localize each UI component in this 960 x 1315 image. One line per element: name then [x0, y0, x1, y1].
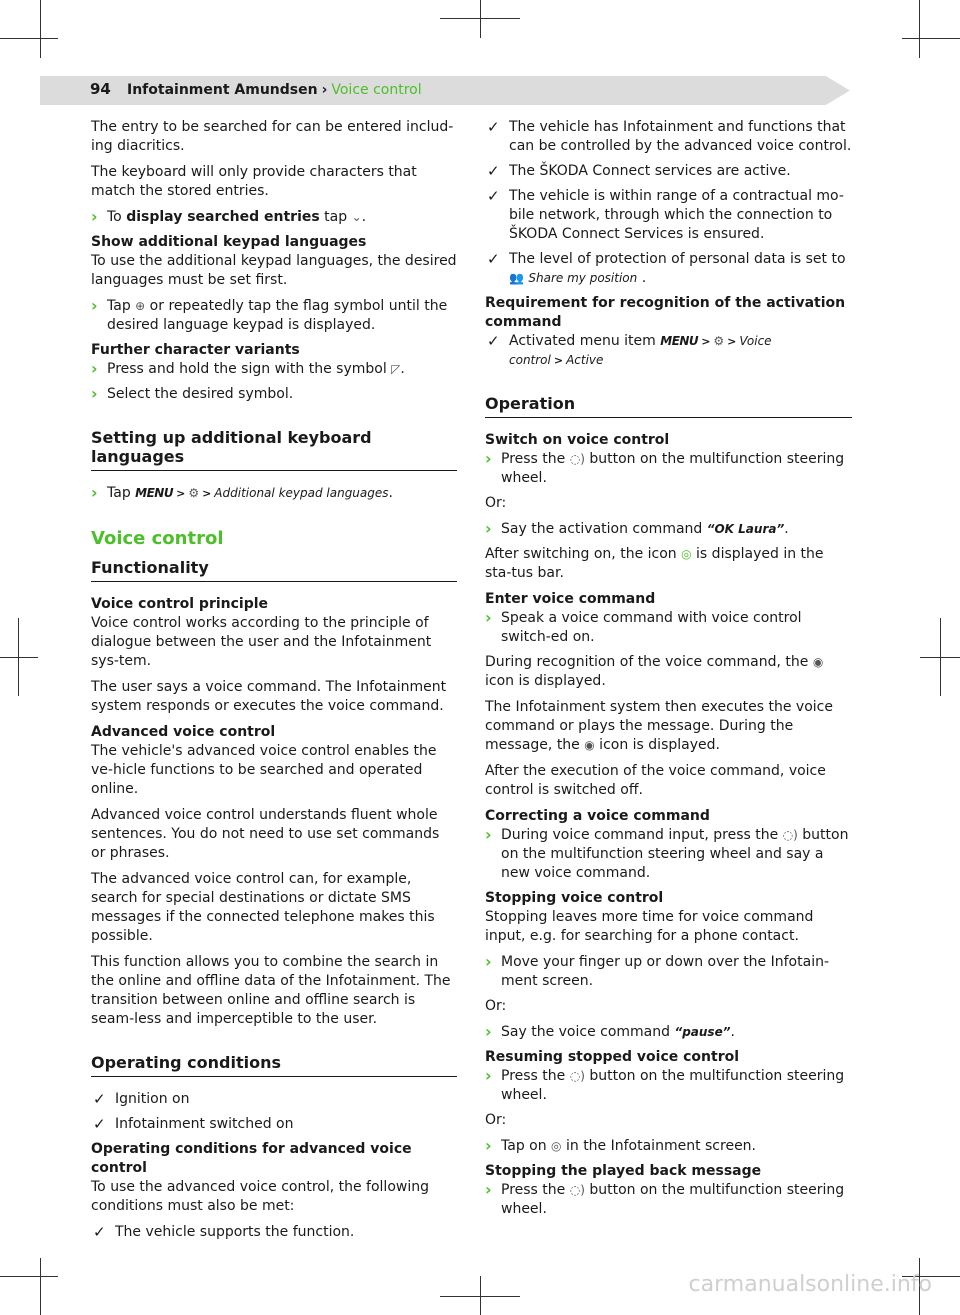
instruction-step: › Select the desired symbol.: [91, 385, 457, 404]
paragraph: [485, 545, 852, 583]
subheading: Voice control principle: [91, 596, 269, 612]
paragraph: Stopping leaves more time for voice command input, e.g. for searching for a phone contact.: [485, 909, 814, 944]
step-text: .: [361, 209, 367, 225]
paragraph-text: During recognition of the voice command, the: [485, 654, 813, 670]
chevron-down-icon: ⌄: [351, 210, 362, 224]
step-text: .: [730, 1024, 735, 1040]
crop-mark: [440, 18, 520, 19]
step-text: in the Infotainment screen.: [561, 1138, 756, 1154]
crop-mark: [920, 657, 960, 658]
instruction-step: [91, 360, 457, 379]
checklist-item: [485, 250, 852, 288]
voice-command: “OK Laura”: [706, 522, 785, 536]
subheading: Switch on voice control: [485, 432, 670, 448]
step-text: Press and hold the sign with the symbol: [107, 361, 392, 377]
subheading: Resuming stopped voice control: [485, 1049, 740, 1065]
step-text: Press the: [501, 1068, 570, 1084]
menu-item-label: Voice control: [509, 334, 772, 367]
instruction-step: [485, 826, 852, 883]
breadcrumb-current: Voice control: [331, 82, 422, 98]
step-text: tap: [319, 209, 352, 225]
step-text: Tap: [107, 485, 136, 501]
character-variant-icon: ◸: [391, 362, 401, 376]
subheading: Correcting a voice command: [485, 808, 710, 824]
step-text: To: [107, 209, 127, 225]
paragraph-text: The Infotainment system then executes the voice command or plays the message. During the message, the: [485, 699, 833, 753]
left-column: [91, 118, 457, 1248]
step-text: button on the multifunction steering wheel.: [501, 1182, 845, 1217]
instruction-step: › Move your finger up or down over the Infotain-ment screen.: [485, 953, 852, 991]
globe-icon: ⊕: [135, 299, 146, 313]
paragraph: To use the additional keypad languages, the desired languages must be set first.: [91, 253, 457, 288]
share-position-icon: 👥: [509, 271, 524, 285]
breadcrumb-separator: ›: [321, 82, 328, 98]
section-heading: Setting up additional keyboard languages: [91, 428, 457, 471]
subheading: Requirement for recognition of the activation command: [485, 295, 846, 330]
step-bold: display searched entries: [126, 209, 320, 225]
step-text: During voice command input, press the: [501, 827, 783, 843]
instruction-step: › Speak a voice command with voice control switch-ed on.: [485, 609, 852, 647]
step-text: .: [784, 521, 789, 537]
voice-control-button-icon: ◌): [569, 1069, 585, 1083]
step-text: Press the: [501, 1182, 570, 1198]
checklist-item: [485, 332, 852, 370]
paragraph: The keyboard will only provide characters that match the stored entries.: [91, 164, 417, 199]
paragraph: Or:: [485, 998, 507, 1014]
path-separator: >: [727, 335, 737, 348]
checklist-text: .: [641, 270, 647, 286]
section-heading: Operation: [485, 394, 852, 418]
checklist-item: ✓ The vehicle is within range of a contractual mo-bile network, through which the connection to ŠKODA Connect Services is ensured.: [485, 187, 852, 244]
right-column: [485, 118, 852, 1225]
checklist-item: ✓ The ŠKODA Connect services are active.: [485, 162, 852, 181]
paragraph: The entry to be searched for can be entered includ-ing diacritics.: [91, 119, 454, 154]
menu-item-label: Share my position: [528, 271, 638, 285]
recognition-icon: ◉: [812, 655, 824, 669]
paragraph: This function allows you to combine the search in the online and offline data of the Infotainment. The transition between online and offline search is seam-less and imperceptible to the user.: [91, 954, 451, 1027]
crop-mark: [440, 1296, 520, 1297]
crop-mark: [40, 1258, 41, 1315]
subheading: Operating conditions for advanced voice control: [91, 1141, 412, 1176]
checklist-text: The level of protection of personal data is set to: [509, 251, 846, 267]
paragraph: To use the advanced voice control, the following conditions must also be met:: [91, 1179, 429, 1214]
paragraph: The advanced voice control can, for example, search for special destinations or dictate SMS messages if the connected telephone makes this possible.: [91, 871, 435, 944]
paragraph: Advanced voice control understands fluent whole sentences. You do not need to use set commands or phrases.: [91, 807, 440, 861]
instruction-step: [485, 1023, 852, 1042]
settings-icon: ⚙: [188, 486, 200, 500]
step-text: Press the: [501, 451, 570, 467]
settings-icon: ⚙: [713, 334, 725, 348]
menu-button-label: MENU: [660, 334, 699, 348]
chapter-heading: Voice control: [91, 528, 224, 549]
subheading: Stopping the played back message: [485, 1163, 762, 1179]
paragraph: The vehicle's advanced voice control enables the ve-hicle functions to be searched and operated online.: [91, 743, 437, 797]
checklist-item: ✓ The vehicle has Infotainment and functions that can be controlled by the advanced voice control.: [485, 118, 852, 156]
paragraph-text: After switching on, the icon: [485, 546, 682, 562]
step-text: .: [400, 361, 405, 377]
voice-control-button-icon: ◌): [569, 1183, 585, 1197]
instruction-step: [485, 520, 852, 539]
voice-control-screen-icon: ◎: [551, 1139, 562, 1153]
paragraph: Voice control works according to the principle of dialogue between the user and the Infotainment sys-tem.: [91, 615, 432, 669]
checklist-item: ✓ Ignition on: [91, 1090, 457, 1109]
voice-control-button-icon: ◌): [782, 828, 798, 842]
instruction-step: [485, 1181, 852, 1219]
instruction-step: [485, 1137, 852, 1156]
checklist-item: ✓ Infotainment switched on: [91, 1115, 457, 1134]
voice-control-button-icon: ◌): [569, 452, 585, 466]
crop-mark: [919, 0, 920, 58]
subheading: Enter voice command: [485, 591, 656, 607]
section-heading: Operating conditions: [91, 1053, 457, 1077]
voice-command: “pause”: [674, 1025, 731, 1039]
breadcrumb: [127, 82, 422, 98]
subheading: Show additional keypad languages: [91, 234, 367, 250]
checklist-item: ✓ The vehicle supports the function.: [91, 1223, 457, 1242]
paragraph: The user says a voice command. The Infotainment system responds or executes the voice command.: [91, 679, 447, 714]
menu-item-label: Additional keypad languages: [214, 486, 389, 500]
paragraph: After the execution of the voice command, voice control is switched off.: [485, 763, 826, 798]
subheading: Stopping voice control: [485, 890, 664, 906]
instruction-step: [91, 297, 457, 335]
paragraph-text: icon is displayed.: [594, 737, 720, 753]
path-separator: >: [202, 487, 212, 500]
step-text: .: [388, 485, 393, 501]
instruction-step: [485, 450, 852, 488]
crop-mark: [480, 0, 481, 38]
crop-mark: [0, 657, 38, 658]
paragraph-text: is displayed in the sta-tus bar.: [485, 546, 824, 581]
step-text: Tap: [107, 298, 136, 314]
instruction-step: [91, 208, 457, 227]
instruction-step: [91, 484, 457, 503]
menu-item-label: Active: [566, 353, 604, 367]
watermark: carmanualsonline.info: [688, 1272, 932, 1297]
step-text: Say the voice command: [501, 1024, 675, 1040]
path-separator: >: [553, 354, 564, 367]
crop-mark: [0, 1276, 58, 1277]
menu-button-label: MENU: [135, 486, 174, 500]
voice-active-icon: ◎: [681, 547, 692, 561]
crop-mark: [902, 38, 960, 39]
subheading: Further character variants: [91, 342, 300, 358]
checklist-text: Activated menu item: [509, 333, 661, 349]
subheading: Advanced voice control: [91, 724, 276, 740]
page-number: 94: [90, 80, 111, 98]
path-separator: >: [701, 335, 711, 348]
paragraph: Or:: [485, 1112, 507, 1128]
crop-mark: [0, 38, 58, 39]
paragraph: [485, 653, 852, 691]
step-text: button on the multifunction steering wheel.: [501, 451, 845, 486]
paragraph: Or:: [485, 495, 507, 511]
section-heading: Functionality: [91, 558, 457, 582]
breadcrumb-section: Infotainment Amundsen: [127, 82, 318, 98]
step-text: button on the multifunction steering wheel.: [501, 1068, 845, 1103]
paragraph-text: icon is displayed.: [485, 673, 606, 689]
step-text: Say the activation command: [501, 521, 707, 537]
crop-mark: [40, 0, 41, 58]
path-separator: >: [176, 487, 186, 500]
step-text: Tap on: [501, 1138, 552, 1154]
message-playback-icon: ◉: [584, 738, 595, 752]
step-text: button on the multifunction steering wheel and say a new voice command.: [501, 827, 849, 881]
instruction-step: [485, 1067, 852, 1105]
paragraph: [485, 698, 852, 755]
step-text: or repeatedly tap the flag symbol until the desired language keypad is displayed.: [107, 298, 448, 333]
